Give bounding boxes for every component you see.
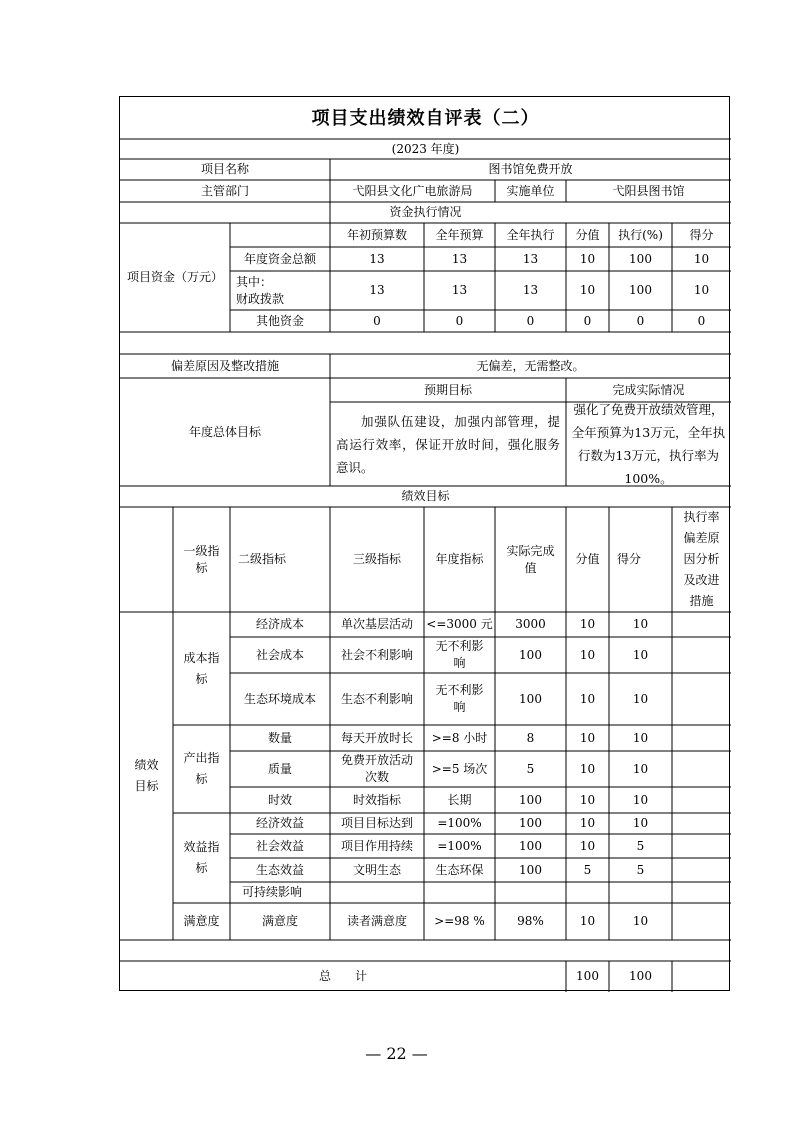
- expected-goal-text: 加强队伍建设，加强内部管理，提高运行效率，保证开放时间，强化服务意识。: [336, 413, 560, 475]
- perf-header-actual: 实际完成 值: [506, 543, 555, 575]
- annual-target: 长期: [447, 792, 472, 807]
- perf-group-cost: 成本指 标: [183, 650, 220, 686]
- perf-header-l2: 二级指标: [238, 552, 287, 566]
- level2-indicator: 生态效益: [255, 862, 304, 877]
- actual-value: 100: [519, 816, 542, 830]
- deviation-note: [672, 903, 731, 940]
- dept-label: 主管部门: [200, 183, 249, 198]
- obtained-score: 10: [632, 816, 649, 830]
- actual-value: 98%: [517, 914, 544, 928]
- actual-value: 100: [519, 838, 542, 853]
- deviation-note: [672, 882, 731, 903]
- annual-target: >=98 %: [434, 914, 485, 928]
- perf-group-satisfaction: 满意度: [183, 914, 220, 928]
- project-name-label: 项目名称: [200, 162, 249, 176]
- score-value: 10: [579, 647, 596, 662]
- funds-cell: 13: [451, 251, 468, 266]
- score-value: 10: [579, 617, 596, 631]
- total-label: 总 计: [318, 969, 367, 983]
- funds-cell: 100: [629, 251, 652, 266]
- level3-indicator: 时效指标: [352, 792, 401, 807]
- score-value: 10: [579, 838, 596, 853]
- funds-cell: 0: [636, 313, 645, 328]
- obtained-score: 10: [632, 647, 649, 662]
- funds-cell: 10: [579, 283, 596, 297]
- annual-target: 无不利影 响: [435, 639, 484, 670]
- obtained-score: [609, 882, 672, 903]
- funds-cell: 100: [629, 283, 652, 297]
- deviation-note: [672, 637, 731, 673]
- funds-cell: 13: [369, 251, 385, 266]
- level3-indicator: 项目目标达到: [340, 816, 413, 830]
- level2-indicator: 时效: [267, 792, 292, 807]
- level3-indicator: 单次基层活动: [340, 617, 413, 631]
- annual-goal-label: 年度总体目标: [188, 424, 261, 439]
- funds-cell: 0: [697, 313, 706, 328]
- total-got: 100: [629, 969, 652, 983]
- funds-section-title: 资金执行情况: [389, 205, 462, 219]
- obtained-score: 5: [636, 838, 645, 853]
- deviation-note: [672, 858, 731, 882]
- deviation-note: [672, 751, 731, 787]
- perf-side-label: 绩效 目标: [134, 758, 159, 793]
- funds-cell: 13: [522, 251, 539, 266]
- level3-indicator: 每天开放时长: [340, 730, 413, 745]
- annual-target: <=3000 元: [426, 617, 493, 631]
- annual-target: >=5 场次: [431, 761, 488, 776]
- level3-indicator: 免费开放活动 次数: [340, 753, 413, 784]
- unit-label: 实施单位: [506, 183, 555, 198]
- actual-value: 100: [519, 862, 542, 877]
- funds-header-col-3: 全年执行: [506, 227, 555, 242]
- dept-value: 弋阳县文化广电旅游局: [352, 183, 473, 198]
- funds-cell: 13: [369, 283, 385, 297]
- perf-group-output: 产出指 标: [183, 751, 220, 786]
- funds-cell: 0: [455, 313, 464, 328]
- funds-header-col-1: 年初预算数: [346, 227, 407, 242]
- level3-indicator: 读者满意度: [346, 914, 407, 928]
- funds-row-fiscal-label: 其中： 财政拨款: [236, 274, 285, 306]
- funds-cell: 10: [579, 251, 596, 266]
- actual-value: 100: [519, 792, 542, 807]
- perf-group-benefit: 效益指 标: [183, 840, 220, 875]
- level3-indicator: 生态不利影响: [340, 691, 413, 706]
- actual-value: 3000: [515, 617, 546, 631]
- annual-target: >=8 小时: [431, 730, 488, 745]
- score-value: 10: [579, 691, 596, 706]
- level3-indicator: 项目作用持续: [340, 838, 413, 853]
- actual-value: 5: [526, 761, 535, 776]
- score-value: 10: [579, 816, 596, 830]
- funds-cell: 13: [522, 283, 539, 297]
- funds-cell: 0: [526, 313, 535, 328]
- funds-cell: 13: [451, 283, 468, 297]
- perf-header-note: 执行率 偏差原 因分析 及改进 措施: [683, 510, 720, 608]
- annual-target: [424, 882, 495, 903]
- level2-indicator: 数量: [267, 730, 292, 745]
- perf-header-l1: 一级指 标: [183, 543, 220, 575]
- score-value: [566, 882, 609, 903]
- score-value: 5: [583, 862, 592, 877]
- level2-indicator: 社会成本: [255, 647, 304, 662]
- table-title: 项目支出绩效自评表（二）: [311, 107, 540, 129]
- year-label: (2023 年度): [391, 141, 460, 156]
- level2-indicator: 满意度: [261, 914, 298, 928]
- funds-cell: 0: [583, 313, 592, 328]
- deviation-note: [672, 787, 731, 813]
- obtained-score: 10: [632, 792, 649, 807]
- funds-row-label: 项目资金（万元）: [126, 270, 223, 284]
- page-number: — 22 —: [365, 1044, 428, 1063]
- perf-header-target: 年度指标: [435, 552, 484, 566]
- total-score: 100: [576, 969, 599, 983]
- actual-value: [495, 882, 566, 903]
- obtained-score: 10: [632, 761, 649, 776]
- level3-indicator: 文明生态: [352, 862, 401, 877]
- funds-row-other-label: 其他资金: [255, 313, 304, 328]
- obtained-score: 10: [632, 730, 649, 745]
- funds-cell: 10: [693, 283, 710, 297]
- actual-value: 100: [519, 691, 542, 706]
- score-value: 10: [579, 792, 596, 807]
- deviation-note: [672, 612, 731, 637]
- deviation-label: 偏差原因及整改措施: [170, 358, 279, 373]
- actual-result-text: 强化了免费开放绩效管理，全年预算为13万元，全年执行数为13万元，执行率为100%。: [571, 402, 726, 486]
- funds-header-col-6: 得分: [689, 227, 714, 242]
- perf-header-score: 分值: [575, 552, 600, 566]
- perf-section-title: 绩效目标: [401, 489, 450, 503]
- annual-target: =100%: [437, 838, 482, 853]
- annual-target: 无不利影 响: [435, 683, 484, 714]
- deviation-value: 无偏差，无需整改。: [476, 358, 585, 373]
- funds-row-total-label: 年度资金总额: [243, 251, 316, 266]
- level2-indicator: 生态环境成本: [243, 691, 316, 706]
- obtained-score: 5: [636, 862, 645, 877]
- level2-indicator: 经济效益: [255, 816, 304, 830]
- level3-indicator: 社会不利影响: [340, 647, 413, 662]
- unit-value: 弋阳县图书馆: [612, 183, 685, 198]
- deviation-note: [672, 834, 731, 858]
- annual-target: 生态环保: [435, 862, 484, 877]
- score-value: 10: [579, 761, 596, 776]
- perf-header-got: 得分: [617, 552, 642, 566]
- funds-header-col-5: 执行(%): [618, 227, 663, 242]
- annual-target: =100%: [437, 816, 482, 830]
- actual-value: 8: [526, 730, 535, 745]
- level2-indicator: 社会效益: [255, 838, 304, 853]
- funds-header-col-2: 全年预算: [435, 227, 484, 242]
- funds-header-col-4: 分值: [575, 227, 600, 242]
- level2-indicator: 可持续影响: [242, 885, 303, 899]
- evaluation-table: [119, 96, 730, 991]
- deviation-note: [672, 725, 731, 751]
- perf-header-l3: 三级指标: [352, 552, 401, 566]
- funds-cell: 0: [373, 313, 381, 328]
- obtained-score: 10: [632, 691, 649, 706]
- actual-result-header: 完成实际情况: [612, 382, 685, 397]
- obtained-score: 10: [632, 617, 649, 631]
- deviation-note: [672, 673, 731, 725]
- expected-goal-header: 预期目标: [423, 382, 472, 397]
- level3-indicator: [330, 882, 424, 903]
- score-value: 10: [579, 730, 596, 745]
- obtained-score: 10: [632, 914, 649, 928]
- actual-value: 100: [519, 647, 542, 662]
- level2-indicator: 质量: [267, 761, 292, 776]
- level2-indicator: 经济成本: [255, 617, 304, 631]
- project-name-value: 图书馆免费开放: [488, 162, 573, 176]
- deviation-note: [672, 813, 731, 834]
- score-value: 10: [579, 914, 596, 928]
- funds-cell: 10: [693, 251, 710, 266]
